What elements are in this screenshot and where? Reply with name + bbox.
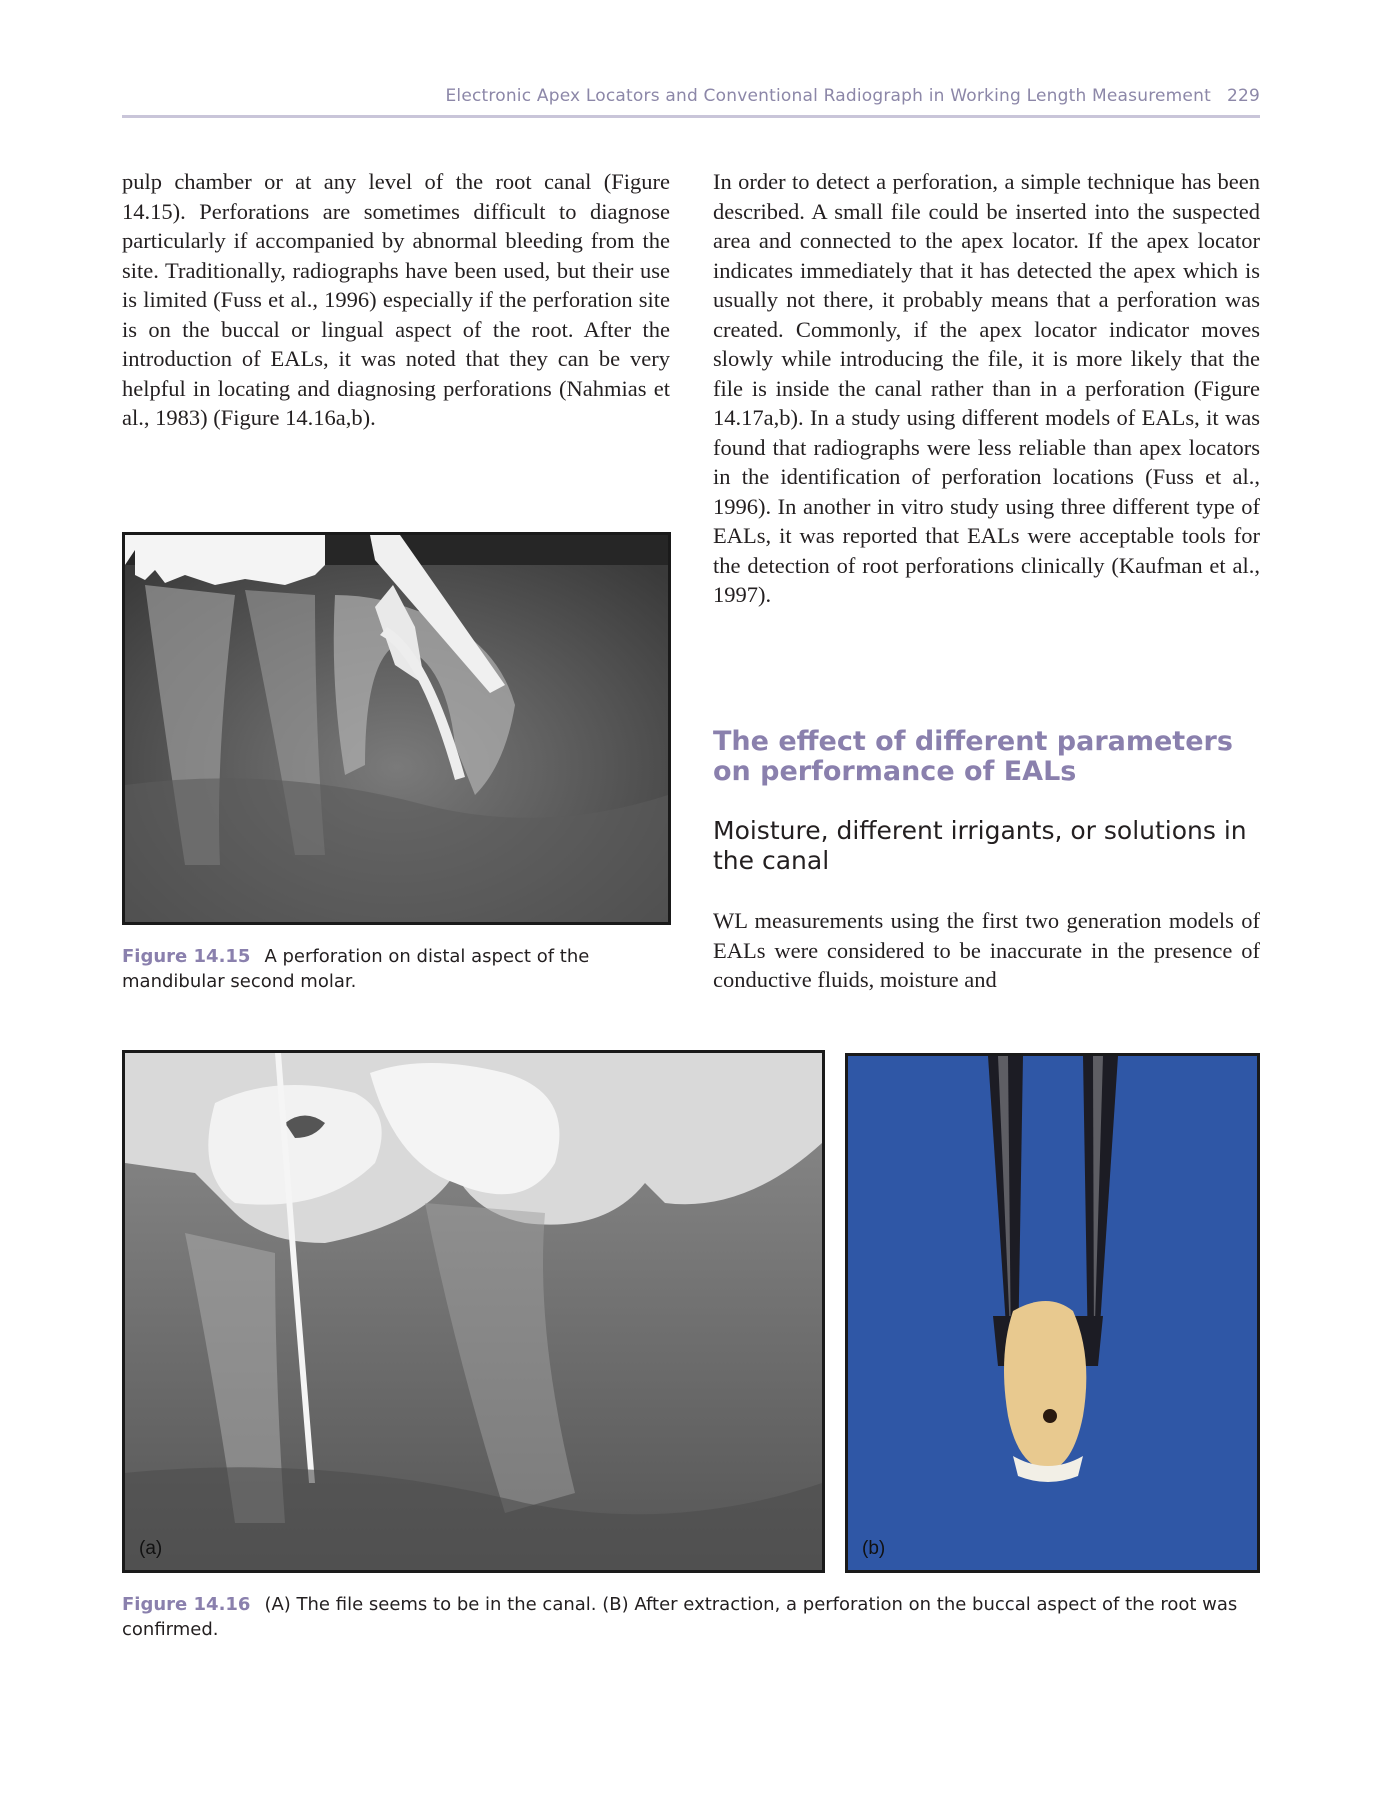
subsection-heading: Moisture, different irrigants, or solutions in the canal	[713, 816, 1247, 875]
section-heading: The effect of different parameters on performance of EALs	[713, 726, 1233, 787]
extracted-tooth-illustration	[848, 1056, 1257, 1570]
figure-14-16-caption	[122, 1592, 1262, 1642]
figure-14-16-caption-text: (A) The file seems to be in the canal. (B) After extraction, a perforation on the buccal aspect of the root was confirmed.	[122, 1594, 1238, 1640]
page-number: 229	[1226, 86, 1260, 106]
radiograph-illustration	[125, 1053, 822, 1570]
figure-14-15-caption	[122, 944, 682, 994]
right-column	[713, 167, 1260, 610]
figure-14-15-label: Figure 14.15	[122, 946, 251, 967]
figure-14-15-radiograph	[122, 532, 671, 925]
running-title: Electronic Apex Locators and Conventional Radiograph in Working Length Measurement	[445, 86, 1211, 106]
figure-14-16-label: Figure 14.16	[122, 1594, 251, 1615]
figure-14-16b-photo	[845, 1053, 1260, 1573]
right-paragraph-2: WL measurements using the first two generation models of EALs were considered to be inaccurate in the presence of conductive fluids, moisture and	[713, 908, 1260, 992]
left-column	[122, 167, 670, 433]
left-paragraph: pulp chamber or at any level of the root canal (Figure 14.15). Perforations are sometimes difficult to diagnose particularly if accompanied by abnormal bleeding from the site. Traditionally, radiographs have been used, but their use is limited (Fuss et al., 1996) especially if the perforation site is on the buccal or lingual aspect of the root. After the introduction of EALs, it was noted that they can be very helpful in locating and diagnosing perforations (Nahmias et al., 1983) (Figure 14.16a,b).	[122, 169, 670, 430]
panel-a-label: (a)	[139, 1538, 163, 1559]
figure-14-15-caption-text: A perforation on distal aspect of the mandibular second molar.	[122, 946, 590, 992]
panel-b-label: (b)	[862, 1538, 886, 1559]
radiograph-illustration	[125, 535, 668, 922]
figure-14-16a-radiograph	[122, 1050, 825, 1573]
right-paragraph: In order to detect a perforation, a simple technique has been described. A small file could be inserted into the suspected area and connected to the apex locator. If the apex locator indicates immediately that it has detected the apex which is usually not there, it probably means that a perforation was created. Commonly, if the apex locator indicator moves slowly while introducing the file, it is more likely that the file is inside the canal rather than in a perforation (Figure 14.17a,b). In a study using different models of EALs, it was found that radiographs were less reliable than apex locators in the identification of perforation locations (Fuss et al., 1996). In another in vitro study using three different type of EALs, it was reported that EALs were acceptable tools for the detection of root perforations clinically (Kaufman et al., 1997).	[713, 169, 1260, 607]
header-rule	[122, 115, 1260, 118]
running-head	[122, 86, 1260, 106]
right-column-continued	[713, 906, 1260, 995]
